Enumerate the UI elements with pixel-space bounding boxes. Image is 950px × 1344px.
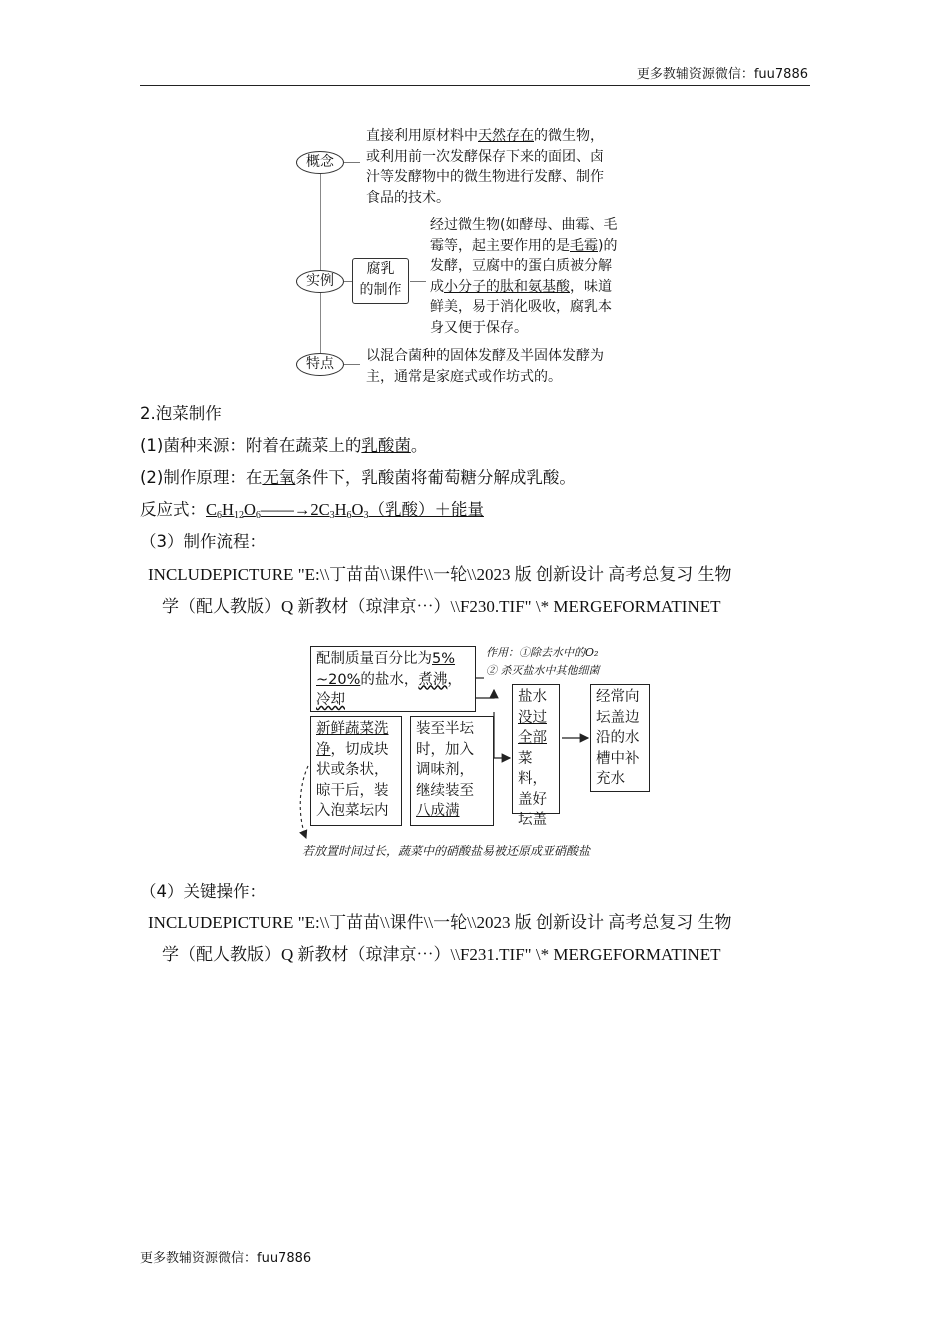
strain-answer: 乳酸菌 — [361, 436, 411, 455]
example-connector — [344, 281, 352, 282]
feature-connector — [344, 364, 360, 365]
step-3-line-5: 盖好 — [518, 791, 547, 808]
example-line-4c: ，味道 — [570, 278, 612, 295]
include-field-1-line-1: INCLUDEPICTURE "E:\\丁苗苗\\课件\\一轮\\2023 版 创新设计 高考总复习 生物 — [148, 565, 732, 584]
concept-text — [366, 126, 604, 208]
brine-line-3: 冷却 — [316, 692, 345, 708]
feature-line-1: 以混合菌种的固体发酵及半固体发酵为 — [366, 348, 604, 364]
concept-line-2: 或利用前一次发酵保存下来的面团、卤 — [366, 148, 604, 165]
step-4-line-4: 槽中补 — [596, 750, 640, 767]
step-4-line-3: 沿的水 — [596, 730, 640, 746]
step-1-line-3: 状或条状， — [316, 762, 389, 778]
brine-line-2d: ， — [447, 671, 462, 688]
header-rule — [140, 85, 810, 86]
brine-line-2a: ~20% — [316, 671, 361, 688]
feature-text — [366, 346, 604, 387]
concept-line-1a: 直接利用原材料中 — [366, 128, 478, 144]
example-line-3: 发酵，豆腐中的蛋白质被分解 — [430, 258, 612, 274]
concept-line-1c: 的微生物， — [534, 128, 604, 144]
example-line-4b: 小分子的肽和氨基酸 — [444, 278, 570, 295]
brine-line-2b: 的盐水， — [360, 671, 419, 688]
brine-note-arrow — [476, 690, 494, 698]
strain-source — [140, 432, 427, 456]
step-2-line-1: 装至半坛 — [416, 721, 474, 737]
brine-note-line-1: 作用：①除去水中的O₂ — [486, 646, 599, 659]
example-line-2b: 毛霉 — [570, 237, 598, 254]
pickle-flow-diagram — [298, 638, 648, 863]
example-line-6: 身又便于保存。 — [430, 319, 528, 336]
step-1-line-2a: 净 — [316, 741, 331, 758]
reaction-formula: $C_6H_{12}O_6——\to 2C_3H_6O_3$（乳酸）＋能量 — [206, 500, 484, 521]
example-line-2a: 霉等，起主要作用的是 — [430, 237, 570, 254]
step-2-line-5: 八成满 — [416, 803, 460, 819]
example-box — [352, 258, 409, 304]
strain-prefix: (1)菌种来源：附着在蔬菜上的 — [140, 436, 362, 455]
include-field-1-line-2: 学（配人教版）Q 新教材（琼津京⋯）\\F230.TIF" \* MERGEFORMATINET — [162, 597, 721, 616]
step-3-line-4: 菜料， — [518, 750, 547, 787]
step-1-line-2b: ，切成块 — [330, 741, 389, 758]
brine-line-2c: 煮沸 — [418, 671, 448, 688]
step-4-line-2: 坛盖边 — [596, 709, 640, 726]
step-2-line-4: 继续装至 — [416, 782, 474, 799]
step-3-line-6: 坛盖 — [518, 812, 547, 828]
step-2-line-3: 调味剂， — [416, 762, 474, 778]
example-box-connector — [410, 281, 426, 282]
principle-prefix: (2)制作原理：在 — [140, 468, 263, 487]
feature-line-2: 主，通常是家庭式或作坊式的。 — [366, 368, 562, 385]
example-line-1: 经过微生物(如酵母、曲霉、毛 — [430, 217, 618, 233]
include-field-2-line-1: INCLUDEPICTURE "E:\\丁苗苗\\课件\\一轮\\2023 版 创新设计 高考总复习 生物 — [148, 913, 732, 932]
step-2-line-2: 时，加入 — [416, 741, 474, 758]
example-line-5: 鲜美，易于消化吸收，腐乳本 — [430, 299, 612, 315]
step-4-line-5: 充水 — [596, 771, 625, 787]
step-1-line-5: 入泡菜坛内 — [316, 803, 389, 819]
reaction-prefix: 反应式： — [140, 500, 206, 519]
principle-suffix: 条件下，乳酸菌将葡萄糖分解成乳酸。 — [295, 468, 576, 487]
example-line-4a: 成 — [430, 278, 444, 295]
flow-arrows — [298, 638, 648, 863]
concept-label: 概念 — [296, 151, 344, 174]
step-4-line-1: 经常向 — [596, 689, 640, 705]
section-title: 2.泡菜制作 — [140, 404, 222, 423]
concept-line-3: 汁等发酵物中的微生物进行发酵、制作 — [366, 169, 604, 185]
page-header: 更多教辅资源微信：fuu7886 — [636, 67, 808, 82]
brine-line-1a: 配制质量百分比为 — [316, 651, 432, 667]
brine-line-1b: 5% — [432, 651, 456, 667]
concept-line-1b: 天然存在 — [478, 128, 534, 144]
step-1-line-1: 新鲜蔬菜洗 — [316, 721, 389, 737]
reaction-equation — [140, 496, 484, 521]
example-box-line-1: 腐乳 — [366, 261, 395, 277]
dashed-note-arrow — [300, 766, 308, 838]
example-line-2c: )的 — [598, 237, 618, 254]
example-text — [430, 215, 617, 338]
example-box-line-2: 的制作 — [359, 282, 402, 298]
include-field-2-line-2: 学（配人教版）Q 新教材（琼津京⋯）\\F231.TIF" \* MERGEFORMATINET — [162, 945, 721, 964]
example-label: 实例 — [296, 270, 344, 293]
step-3-line-3: 全部 — [518, 730, 547, 746]
strain-suffix: 。 — [410, 436, 428, 455]
step-1-line-4: 晾干后，装 — [316, 782, 389, 799]
brine-note-line-2: ② 杀灭盐水中其他细菌 — [486, 664, 600, 677]
concept-diagram — [294, 118, 654, 390]
bottom-note: 若放置时间过长，蔬菜中的硝酸盐易被还原成亚硝酸盐 — [302, 844, 591, 858]
principle — [140, 464, 576, 488]
principle-answer: 无氧 — [262, 468, 296, 487]
concept-line-4: 食品的技术。 — [366, 189, 450, 206]
step-3-line-1: 盐水 — [518, 689, 547, 705]
page-footer: 更多教辅资源微信：fuu7886 — [140, 1251, 312, 1266]
key-heading: （4）关键操作： — [140, 882, 266, 901]
brine-to-step3-arrow — [494, 712, 510, 758]
concept-connector — [344, 162, 360, 163]
process-heading: （3）制作流程： — [140, 532, 266, 551]
step-3-line-2: 没过 — [518, 709, 547, 726]
diagram-spine — [320, 164, 321, 364]
feature-label: 特点 — [296, 353, 344, 376]
